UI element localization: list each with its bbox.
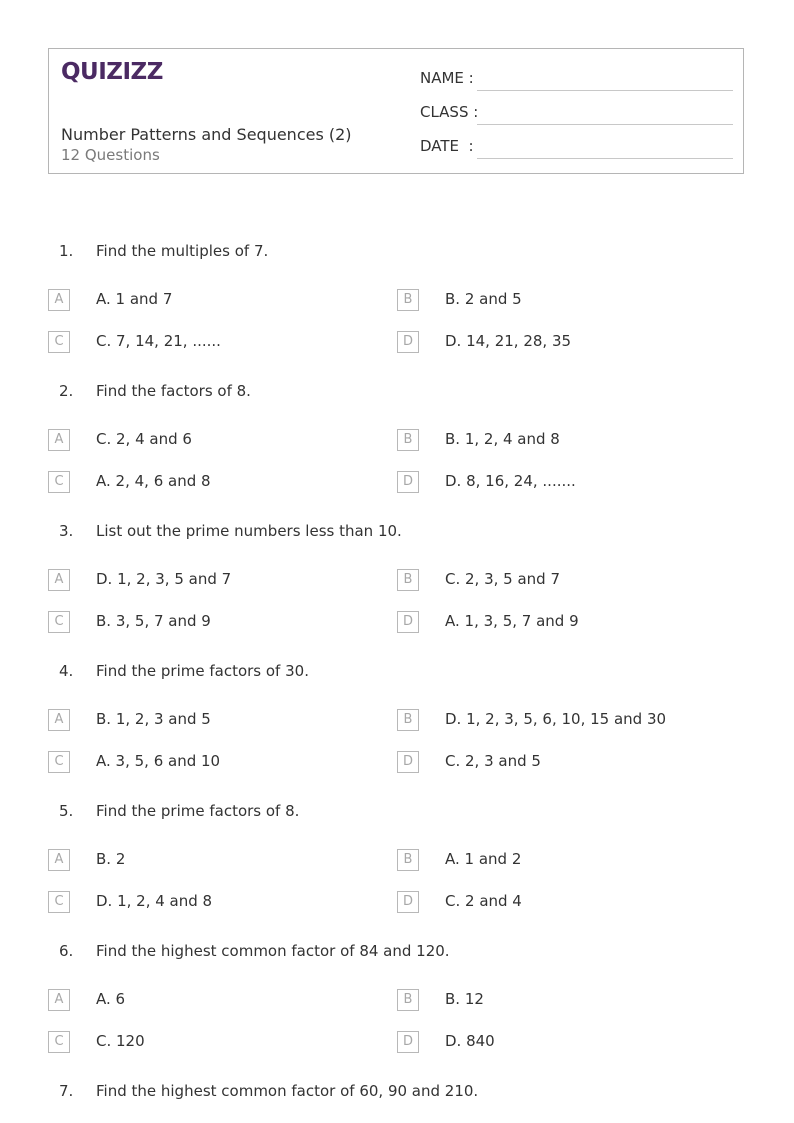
- option-letter-box[interactable]: C: [48, 331, 70, 353]
- question-text: Find the factors of 8.: [96, 382, 251, 400]
- name-label: NAME :: [420, 69, 474, 87]
- option-text: D. 1, 2, 4 and 8: [96, 892, 213, 910]
- option-text: C. 2, 3 and 5: [445, 752, 541, 770]
- option-letter-box[interactable]: C: [48, 751, 70, 773]
- option-text: C. 7, 14, 21, ......: [96, 332, 221, 350]
- answer-option[interactable]: [48, 751, 388, 775]
- answer-option[interactable]: [48, 429, 388, 453]
- question-number: 3.: [59, 522, 74, 540]
- option-letter-box[interactable]: B: [397, 289, 419, 311]
- answer-option[interactable]: [48, 611, 388, 635]
- option-text: A. 1 and 2: [445, 850, 522, 868]
- option-letter-box[interactable]: B: [397, 989, 419, 1011]
- option-letter-box[interactable]: C: [48, 891, 70, 913]
- answer-option[interactable]: [397, 471, 737, 495]
- question-number: 6.: [59, 942, 74, 960]
- option-letter-box[interactable]: A: [48, 429, 70, 451]
- option-letter-box[interactable]: B: [397, 709, 419, 731]
- question-number: 1.: [59, 242, 74, 260]
- answer-option[interactable]: [397, 751, 737, 775]
- answer-option[interactable]: [397, 709, 737, 733]
- option-text: D. 14, 21, 28, 35: [445, 332, 572, 350]
- answer-option[interactable]: [48, 1031, 388, 1055]
- option-letter-box[interactable]: C: [48, 611, 70, 633]
- question-number: 4.: [59, 662, 74, 680]
- option-letter-box[interactable]: A: [48, 289, 70, 311]
- option-text: A. 2, 4, 6 and 8: [96, 472, 211, 490]
- option-letter-box[interactable]: C: [48, 1031, 70, 1053]
- option-text: B. 1, 2, 3 and 5: [96, 710, 211, 728]
- option-text: A. 6: [96, 990, 126, 1008]
- option-letter-box[interactable]: D: [397, 751, 419, 773]
- option-text: B. 2 and 5: [445, 290, 522, 308]
- quizizz-logo: QUIZIZZ: [61, 59, 163, 85]
- option-text: C. 2 and 4: [445, 892, 522, 910]
- option-letter-box[interactable]: C: [48, 471, 70, 493]
- answer-option[interactable]: [48, 471, 388, 495]
- answer-option[interactable]: [397, 849, 737, 873]
- option-letter-box[interactable]: A: [48, 849, 70, 871]
- option-letter-box[interactable]: B: [397, 849, 419, 871]
- option-text: A. 3, 5, 6 and 10: [96, 752, 221, 770]
- option-text: C. 2, 3, 5 and 7: [445, 570, 561, 588]
- answer-option[interactable]: [48, 989, 388, 1013]
- option-text: D. 1, 2, 3, 5, 6, 10, 15 and 30: [445, 710, 667, 728]
- option-text: C. 2, 4 and 6: [96, 430, 192, 448]
- option-letter-box[interactable]: D: [397, 1031, 419, 1053]
- answer-option[interactable]: [397, 891, 737, 915]
- option-text: B. 2: [96, 850, 126, 868]
- option-text: B. 1, 2, 4 and 8: [445, 430, 560, 448]
- option-text: A. 1, 3, 5, 7 and 9: [445, 612, 579, 630]
- answer-option[interactable]: [397, 429, 737, 453]
- worksheet-header: [48, 48, 744, 174]
- answer-option[interactable]: [397, 611, 737, 635]
- option-letter-box[interactable]: D: [397, 611, 419, 633]
- question-count: 12 Questions: [61, 146, 160, 164]
- question-text: Find the highest common factor of 84 and 120.: [96, 942, 450, 960]
- question-text: Find the prime factors of 30.: [96, 662, 309, 680]
- worksheet-title: Number Patterns and Sequences (2): [61, 125, 352, 144]
- answer-option[interactable]: [48, 891, 388, 915]
- date-label: DATE :: [420, 137, 474, 155]
- answer-option[interactable]: [48, 569, 388, 593]
- option-letter-box[interactable]: D: [397, 331, 419, 353]
- question-text: Find the prime factors of 8.: [96, 802, 300, 820]
- question-number: 5.: [59, 802, 74, 820]
- option-text: A. 1 and 7: [96, 290, 173, 308]
- class-label: CLASS :: [420, 103, 479, 121]
- answer-option[interactable]: [397, 289, 737, 313]
- date-field[interactable]: [420, 137, 733, 159]
- question-number: 2.: [59, 382, 74, 400]
- option-text: C. 120: [96, 1032, 145, 1050]
- answer-option[interactable]: [48, 331, 388, 355]
- answer-option[interactable]: [397, 1031, 737, 1055]
- option-letter-box[interactable]: A: [48, 569, 70, 591]
- option-letter-box[interactable]: B: [397, 569, 419, 591]
- answer-option[interactable]: [397, 331, 737, 355]
- answer-option[interactable]: [397, 569, 737, 593]
- option-letter-box[interactable]: D: [397, 471, 419, 493]
- answer-option[interactable]: [397, 989, 737, 1013]
- option-text: B. 3, 5, 7 and 9: [96, 612, 211, 630]
- class-field[interactable]: [420, 103, 733, 125]
- question-text: List out the prime numbers less than 10.: [96, 522, 402, 540]
- option-letter-box[interactable]: A: [48, 709, 70, 731]
- option-text: D. 1, 2, 3, 5 and 7: [96, 570, 232, 588]
- answer-option[interactable]: [48, 709, 388, 733]
- date-line[interactable]: [477, 158, 733, 159]
- name-field[interactable]: [420, 69, 733, 91]
- option-text: B. 12: [445, 990, 484, 1008]
- name-line[interactable]: [477, 90, 733, 91]
- question-text: Find the highest common factor of 60, 90 and 210.: [96, 1082, 479, 1100]
- answer-option[interactable]: [48, 289, 388, 313]
- option-text: D. 840: [445, 1032, 495, 1050]
- option-text: D. 8, 16, 24, .......: [445, 472, 576, 490]
- answer-option[interactable]: [48, 849, 388, 873]
- question-text: Find the multiples of 7.: [96, 242, 269, 260]
- question-number: 7.: [59, 1082, 74, 1100]
- option-letter-box[interactable]: B: [397, 429, 419, 451]
- class-line[interactable]: [477, 124, 733, 125]
- option-letter-box[interactable]: A: [48, 989, 70, 1011]
- option-letter-box[interactable]: D: [397, 891, 419, 913]
